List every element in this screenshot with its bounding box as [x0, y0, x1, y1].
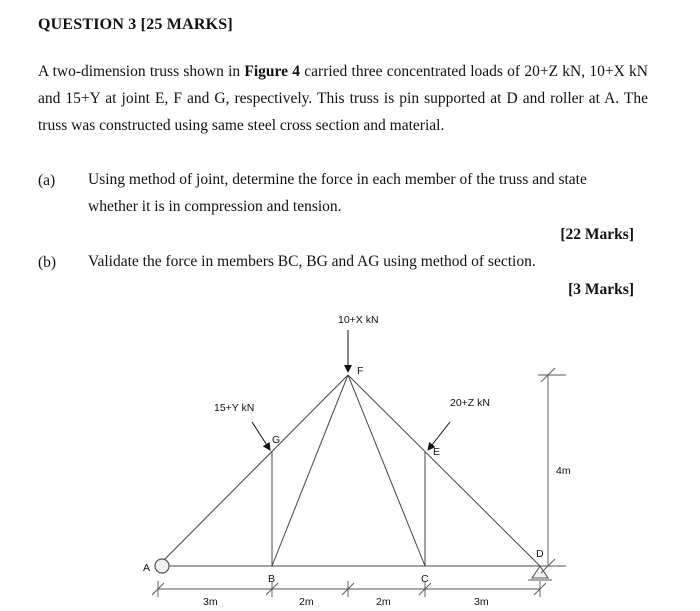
- joint-label-D: D: [536, 548, 544, 560]
- horizontal-dimension: [152, 581, 546, 597]
- dim-label-CD: 3m: [474, 596, 489, 608]
- load-arrow-G: [252, 422, 270, 450]
- dim-label-B-mid: 2m: [299, 596, 314, 608]
- load-label-E: 20+Z kN: [450, 397, 490, 409]
- question-heading: QUESTION 3 [25 MARKS]: [38, 16, 233, 33]
- member-B-F: [272, 375, 348, 566]
- part-b-marks: [3 Marks]: [568, 281, 634, 298]
- member-F-D: [348, 375, 540, 566]
- intro-text-part1: A two-dimension truss shown in: [38, 63, 245, 80]
- load-label-F: 10+X kN: [338, 314, 379, 326]
- joint-label-A: A: [143, 562, 151, 574]
- joint-label-E: E: [433, 446, 441, 458]
- load-label-G: 15+Y kN: [214, 402, 255, 414]
- joint-label-B: B: [268, 573, 276, 585]
- joint-label-G: G: [272, 434, 281, 446]
- part-a-label: (a): [38, 172, 56, 189]
- part-b-label: (b): [38, 254, 57, 271]
- dim-label-AB: 3m: [203, 596, 218, 608]
- joint-label-F: F: [357, 365, 364, 377]
- joint-label-C: C: [421, 573, 429, 585]
- roller-support-A: [155, 559, 169, 573]
- member-F-C: [348, 375, 425, 566]
- intro-text-part2: carried three concentrated loads of 20+Z kN, 10+X kN and 15+Y at joint E, F and G, respectively. This truss is pin supported at D and roller at A. The truss was constructed using same steel cross section and material.: [38, 63, 648, 134]
- part-a-marks: [22 Marks]: [560, 226, 634, 243]
- dim-label-mid-C: 2m: [376, 596, 391, 608]
- part-a-line1: Using method of joint, determine the force in each member of the truss and state: [88, 171, 587, 188]
- figure-reference: Figure 4: [244, 63, 301, 80]
- dim-label-height: 4m: [556, 465, 571, 477]
- part-b-text: Validate the force in members BC, BG and AG using method of section.: [88, 253, 536, 270]
- part-a-line2: whether it is in compression and tension.: [88, 198, 342, 215]
